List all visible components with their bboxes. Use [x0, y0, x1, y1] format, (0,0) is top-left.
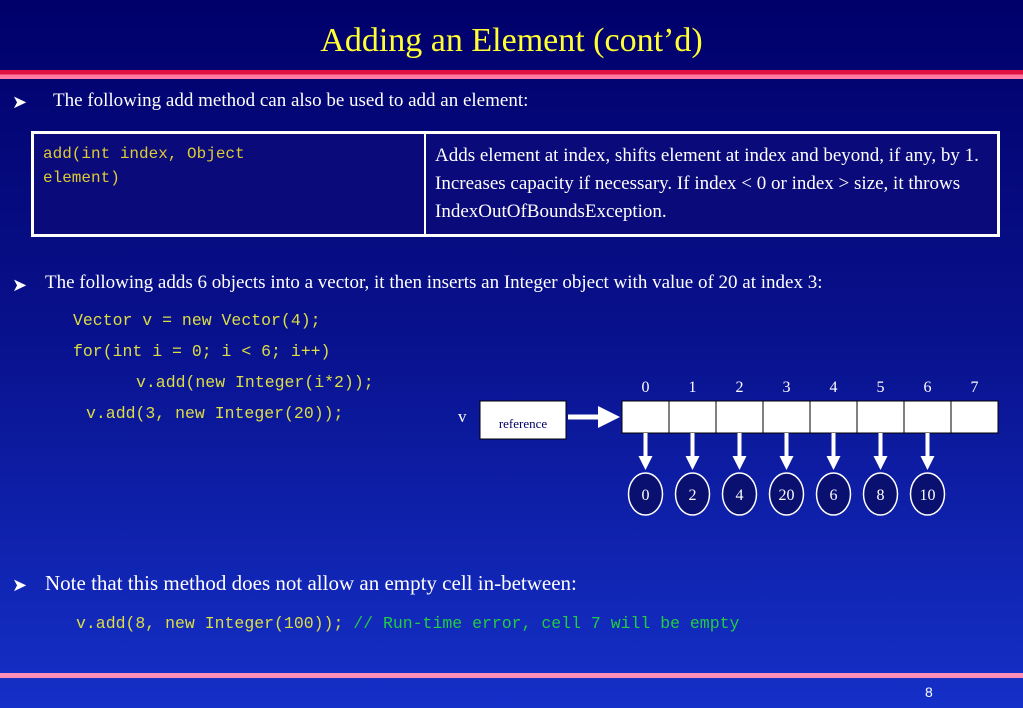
bullet-arrow-icon: ➤: [12, 575, 28, 595]
variable-label: v: [458, 407, 467, 426]
index-label: 6: [923, 379, 932, 396]
vector-cell: [716, 401, 763, 433]
code-line-4: v.add(3, new Integer(20));: [86, 404, 344, 423]
element-value: 2: [688, 487, 697, 504]
element-value: 20: [778, 487, 795, 504]
code-line-3: v.add(new Integer(i*2));: [136, 373, 374, 392]
element-arrows: [639, 433, 935, 470]
api-table: [31, 131, 1000, 237]
method-description: Adds element at index, shifts element at index and beyond, if any, by 1. Increases capacity if necessary. If index < 0 or index > size, it throws IndexOutOfBoundsException.: [425, 133, 999, 236]
index-label: 3: [782, 379, 791, 396]
index-label: 2: [735, 379, 744, 396]
code-line-2: for(int i = 0; i < 6; i++): [73, 342, 331, 361]
element-arrow-icon: [639, 456, 653, 470]
error-code: v.add(8, new Integer(100));: [76, 614, 344, 633]
vector-cell: [857, 401, 904, 433]
method-signature: [33, 133, 426, 236]
bullet-arrow-icon: ➤: [12, 275, 28, 295]
element-value: 6: [829, 487, 838, 504]
element-value: 10: [919, 487, 936, 504]
signature-line-1: add(int index, Object: [43, 145, 245, 163]
index-label: 4: [829, 379, 838, 396]
vector-cells: [622, 401, 998, 433]
bullet-text-1: The following add method can also be used to add an element:: [53, 90, 529, 111]
footer-divider: [0, 673, 1023, 678]
vector-cell: [904, 401, 951, 433]
element-arrow-icon: [874, 456, 888, 470]
index-label: 5: [876, 379, 885, 396]
element-arrow-icon: [733, 456, 747, 470]
reference-label: reference: [498, 416, 548, 431]
bullet-arrow-icon: ➤: [12, 92, 28, 112]
signature-line-2: element): [43, 169, 120, 187]
bullet-text-2: The following adds 6 objects into a vector, it then inserts an Integer object with value of 20 at index 3:: [45, 272, 823, 293]
error-code-line: [76, 614, 739, 633]
element-arrow-icon: [686, 456, 700, 470]
vector-cell: [669, 401, 716, 433]
element-value: 4: [735, 487, 744, 504]
code-line-1: Vector v = new Vector(4);: [73, 311, 321, 330]
element-arrow-icon: [780, 456, 794, 470]
element-value: 8: [876, 487, 885, 504]
element-objects: [629, 473, 945, 515]
vector-diagram: [440, 370, 1020, 520]
vector-cell: [951, 401, 998, 433]
page-number: 8: [925, 684, 933, 700]
error-comment: // Run-time error, cell 7 will be empty: [353, 614, 740, 633]
vector-cell: [763, 401, 810, 433]
index-label: 1: [688, 379, 697, 396]
vector-cell: [622, 401, 669, 433]
slide-title: Adding an Element (cont’d): [320, 22, 703, 59]
index-label: 7: [970, 379, 979, 396]
reference-arrow-icon: [598, 406, 620, 428]
bullet-text-3: Note that this method does not allow an empty cell in-between:: [45, 571, 577, 595]
element-value: 0: [641, 487, 650, 504]
element-arrow-icon: [827, 456, 841, 470]
index-labels: [642, 379, 979, 396]
index-label: 0: [641, 379, 650, 396]
title-divider: [0, 70, 1023, 79]
element-arrow-icon: [921, 456, 935, 470]
vector-cell: [810, 401, 857, 433]
